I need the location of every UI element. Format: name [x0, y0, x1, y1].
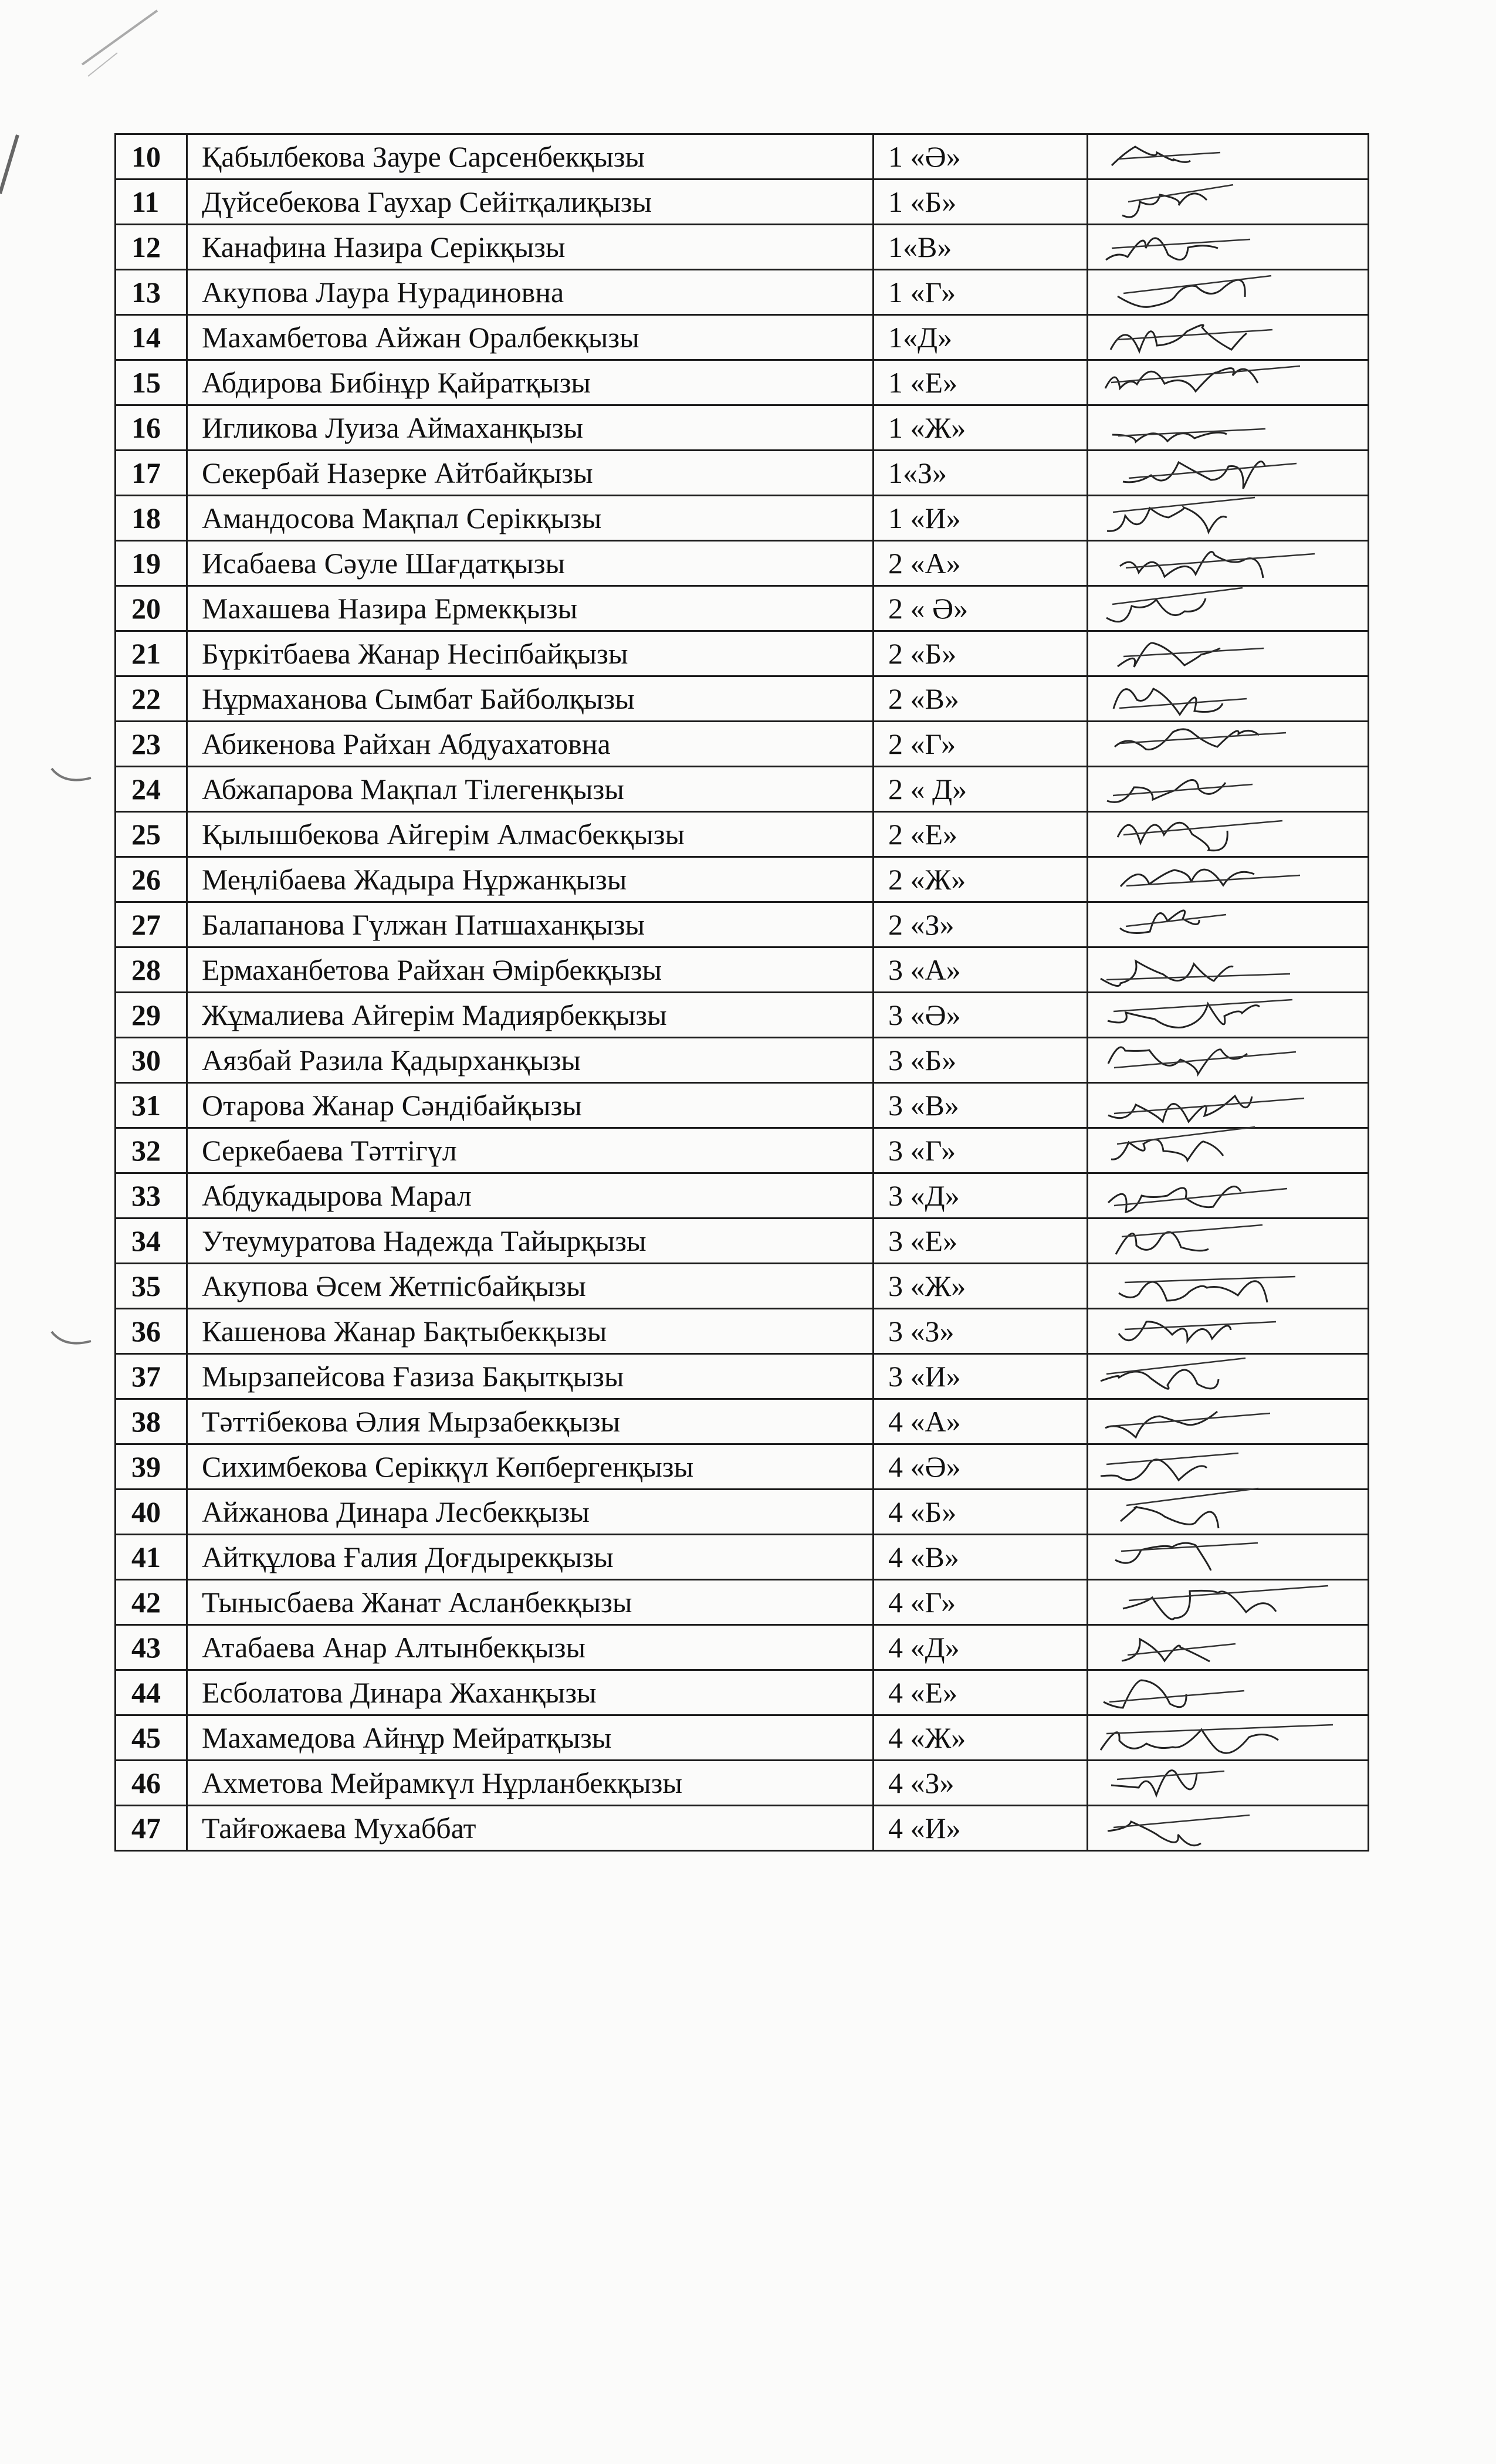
row-number: 19 [116, 541, 187, 586]
signature-cell [1088, 1806, 1369, 1851]
row-number: 42 [116, 1580, 187, 1625]
teacher-name: Тайғожаева Мухаббат [187, 1806, 874, 1851]
teacher-name: Махамедова Айнұр Мейратқызы [187, 1715, 874, 1761]
teacher-name: Бүркітбаева Жанар Несіпбайқызы [187, 631, 874, 676]
class-label: 3 «З» [874, 1309, 1088, 1354]
class-label: 2 «З» [874, 902, 1088, 947]
row-number: 31 [116, 1083, 187, 1128]
class-label: 1 «Г» [874, 270, 1088, 315]
row-number: 24 [116, 767, 187, 812]
teacher-name: Амандосова Мақпал Серікқызы [187, 496, 874, 541]
class-label: 4 «А» [874, 1399, 1088, 1444]
class-label: 3 «Д» [874, 1173, 1088, 1219]
class-label: 1«Д» [874, 315, 1088, 360]
row-number: 39 [116, 1444, 187, 1490]
teacher-name: Утеумуратова Надежда Тайырқызы [187, 1219, 874, 1264]
teacher-name: Балапанова Гүлжан Патшаханқызы [187, 902, 874, 947]
class-label: 4 «Е» [874, 1670, 1088, 1715]
row-number: 40 [116, 1490, 187, 1535]
teacher-name: Игликова Луиза Аймаханқызы [187, 405, 874, 451]
staple-mark-upper [47, 757, 100, 792]
teacher-name: Секербай Назерке Айтбайқызы [187, 451, 874, 496]
row-number: 23 [116, 722, 187, 767]
class-label: 2 «В» [874, 676, 1088, 722]
class-label: 2 «Ж» [874, 857, 1088, 902]
class-label: 4 «Д» [874, 1625, 1088, 1670]
row-number: 45 [116, 1715, 187, 1761]
class-label: 1«З» [874, 451, 1088, 496]
teacher-name: Жұмалиева Айгерім Мадиярбекқызы [187, 993, 874, 1038]
row-number: 33 [116, 1173, 187, 1219]
class-label: 3 «И» [874, 1354, 1088, 1399]
roster-body [116, 134, 1369, 1851]
row-number: 43 [116, 1625, 187, 1670]
class-label: 4 «И» [874, 1806, 1088, 1851]
teacher-name: Сихимбекова Серікқүл Көпбергенқызы [187, 1444, 874, 1490]
row-number: 47 [116, 1806, 187, 1851]
teacher-name: Меңлібаева Жадыра Нұржанқызы [187, 857, 874, 902]
row-number: 32 [116, 1128, 187, 1173]
row-number: 41 [116, 1535, 187, 1580]
row-number: 21 [116, 631, 187, 676]
class-label: 1 «Ә» [874, 134, 1088, 180]
class-label: 2 «Е» [874, 812, 1088, 857]
row-number: 13 [116, 270, 187, 315]
teacher-name: Абдукадырова Марал [187, 1173, 874, 1219]
row-number: 44 [116, 1670, 187, 1715]
teacher-name: Мырзапейсова Ғазиза Бақытқызы [187, 1354, 874, 1399]
class-label: 3 «А» [874, 947, 1088, 993]
class-label: 4 «Ә» [874, 1444, 1088, 1490]
class-label: 4 «З» [874, 1761, 1088, 1806]
staple-mark-lower [47, 1320, 100, 1355]
teacher-name: Акупова Әсем Жетпісбайқызы [187, 1264, 874, 1309]
row-number: 29 [116, 993, 187, 1038]
row-number: 36 [116, 1309, 187, 1354]
teacher-name: Айтқұлова Ғалия Доғдырекқызы [187, 1535, 874, 1580]
class-label: 3 «Ә» [874, 993, 1088, 1038]
teacher-name: Нұрмаханова Сымбат Байболқызы [187, 676, 874, 722]
row-number: 11 [116, 180, 187, 225]
row-number: 22 [116, 676, 187, 722]
class-label: 4 «В» [874, 1535, 1088, 1580]
class-label: 2 «Б» [874, 631, 1088, 676]
teacher-name: Ермаханбетова Райхан Әмірбекқызы [187, 947, 874, 993]
row-number: 14 [116, 315, 187, 360]
class-label: 2 « Д» [874, 767, 1088, 812]
class-label: 3 «Г» [874, 1128, 1088, 1173]
class-label: 3 «Е» [874, 1219, 1088, 1264]
teacher-name: Исабаева Сәуле Шағдатқызы [187, 541, 874, 586]
teacher-name: Канафина Назира Серікқызы [187, 225, 874, 270]
teacher-name: Айжанова Динара Лесбекқызы [187, 1490, 874, 1535]
row-number: 37 [116, 1354, 187, 1399]
teacher-name: Акупова Лаура Нурадиновна [187, 270, 874, 315]
teacher-name: Ахметова Мейрамкүл Нұрланбекқызы [187, 1761, 874, 1806]
class-label: 3 «В» [874, 1083, 1088, 1128]
class-label: 4 «Г» [874, 1580, 1088, 1625]
teacher-name: Абжапарова Мақпал Тілегенқызы [187, 767, 874, 812]
row-number: 10 [116, 134, 187, 180]
class-label: 3 «Ж» [874, 1264, 1088, 1309]
teacher-name: Абикенова Райхан Абдуахатовна [187, 722, 874, 767]
signature-scribble [1088, 1798, 1358, 1857]
teacher-name: Тынысбаева Жанат Асланбекқызы [187, 1580, 874, 1625]
row-number: 34 [116, 1219, 187, 1264]
teacher-name: Тәттібекова Әлия Мырзабекқызы [187, 1399, 874, 1444]
teacher-name: Атабаева Анар Алтынбекқызы [187, 1625, 874, 1670]
row-number: 35 [116, 1264, 187, 1309]
teacher-name: Махамбетова Айжан Оралбекқызы [187, 315, 874, 360]
row-number: 28 [116, 947, 187, 993]
teacher-name: Отарова Жанар Сәндібайқызы [187, 1083, 874, 1128]
class-label: 4 «Ж» [874, 1715, 1088, 1761]
row-number: 26 [116, 857, 187, 902]
class-label: 2 «А» [874, 541, 1088, 586]
row-number: 25 [116, 812, 187, 857]
teacher-name: Махашева Назира Ермекқызы [187, 586, 874, 631]
row-number: 17 [116, 451, 187, 496]
row-number: 12 [116, 225, 187, 270]
class-label: 1 «Ж» [874, 405, 1088, 451]
class-label: 2 «Г» [874, 722, 1088, 767]
row-number: 18 [116, 496, 187, 541]
row-number: 15 [116, 360, 187, 405]
row-number: 16 [116, 405, 187, 451]
class-label: 2 « Ә» [874, 586, 1088, 631]
class-label: 1 «Е» [874, 360, 1088, 405]
row-number: 38 [116, 1399, 187, 1444]
row-number: 46 [116, 1761, 187, 1806]
teacher-name: Аязбай Разила Қадырханқызы [187, 1038, 874, 1083]
staff-roster-table [114, 133, 1369, 1852]
teacher-name: Қабылбекова Зауре Сарсенбекқызы [187, 134, 874, 180]
teacher-name: Дүйсебекова Гаухар Сейітқалиқызы [187, 180, 874, 225]
class-label: 1 «Б» [874, 180, 1088, 225]
class-label: 4 «Б» [874, 1490, 1088, 1535]
teacher-name: Кашенова Жанар Бақтыбекқызы [187, 1309, 874, 1354]
class-label: 3 «Б» [874, 1038, 1088, 1083]
teacher-name: Қылышбекова Айгерім Алмасбекқызы [187, 812, 874, 857]
row-number: 27 [116, 902, 187, 947]
teacher-name: Абдирова Бибінұр Қайратқызы [187, 360, 874, 405]
class-label: 1«В» [874, 225, 1088, 270]
row-number: 20 [116, 586, 187, 631]
teacher-name: Серкебаева Тәттігүл [187, 1128, 874, 1173]
teacher-name: Есболатова Динара Жаханқызы [187, 1670, 874, 1715]
row-number: 30 [116, 1038, 187, 1083]
class-label: 1 «И» [874, 496, 1088, 541]
table-row [116, 1806, 1369, 1851]
